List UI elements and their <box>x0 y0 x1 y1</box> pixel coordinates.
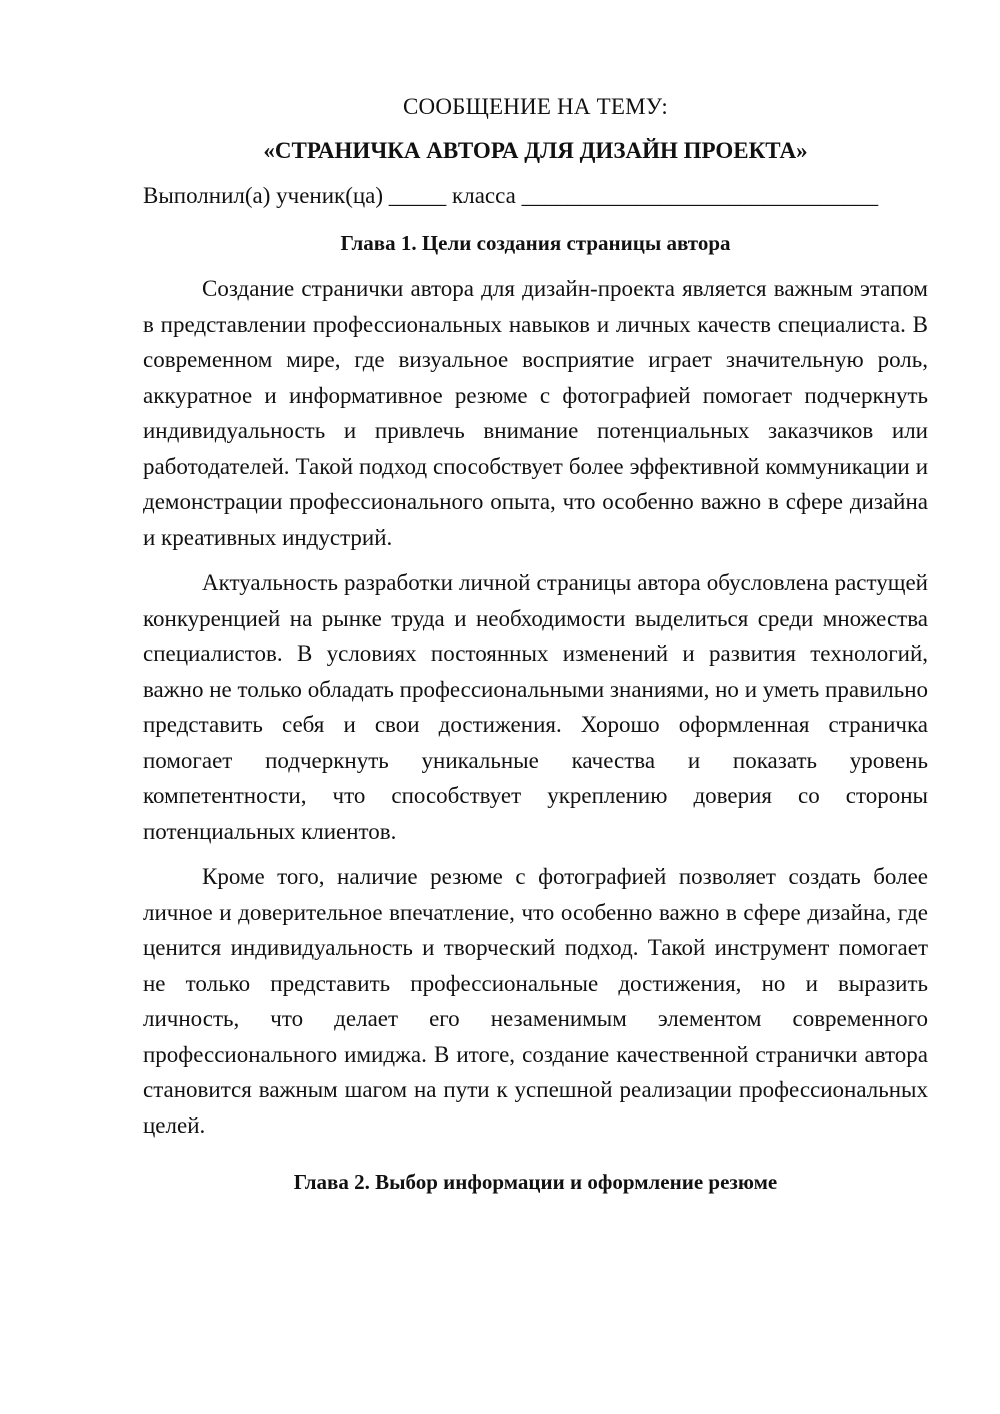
chapter-1-body <box>143 271 928 1143</box>
document-title: СООБЩЕНИЕ НА ТЕМУ: <box>403 94 668 119</box>
document-body <box>143 92 928 1196</box>
author-line: Выполнил(а) ученик(ца) _____ класса _______________________________ <box>143 183 879 208</box>
document-subtitle: «СТРАНИЧКА АВТОРА ДЛЯ ДИЗАЙН ПРОЕКТА» <box>263 138 808 163</box>
chapter-1-heading: Глава 1. Цели создания страницы автора <box>340 231 731 255</box>
chapter-2-heading: Глава 2. Выбор информации и оформление резюме <box>293 1170 778 1194</box>
chapter-1-paragraph-1: Создание странички автора для дизайн-проекта является важным этапом в представлении профессиональных навыков и личных качеств специалиста. В современном мире, где визуальное восприятие играет значительную роль, аккуратное и информативное резюме с фотографией помогает подчеркнуть индивидуальность и привлечь внимание потенциальных заказчиков или работодателей. Такой подход способствует более эффективной коммуникации и демонстрации профессионального опыта, что особенно важно в сфере дизайна и креативных индустрий. <box>143 276 928 550</box>
chapter-1-paragraph-2: Актуальность разработки личной страницы автора обусловлена растущей конкуренцией на рынке труда и необходимости выделиться среди множества специалистов. В условиях постоянных изменений и развития технологий, важно не только обладать профессиональными знаниями, но и уметь правильно представить себя и свои достижения. Хорошо оформленная страничка помогает подчеркнуть уникальные качества и показать уровень компетентности, что способствует укреплению доверия со стороны потенциальных клиентов. <box>143 570 928 844</box>
chapter-1-paragraph-3: Кроме того, наличие резюме с фотографией позволяет создать более личное и доверительное впечатление, что особенно важно в сфере дизайна, где ценится индивидуальность и творческий подход. Такой инструмент помогает не только представить профессиональные достижения, но и выразить личность, что делает его незаменимым элементом современного профессионального имиджа. В итоге, создание качественной странички автора становится важным шагом на пути к успешной реализации профессиональных целей. <box>143 864 928 1138</box>
